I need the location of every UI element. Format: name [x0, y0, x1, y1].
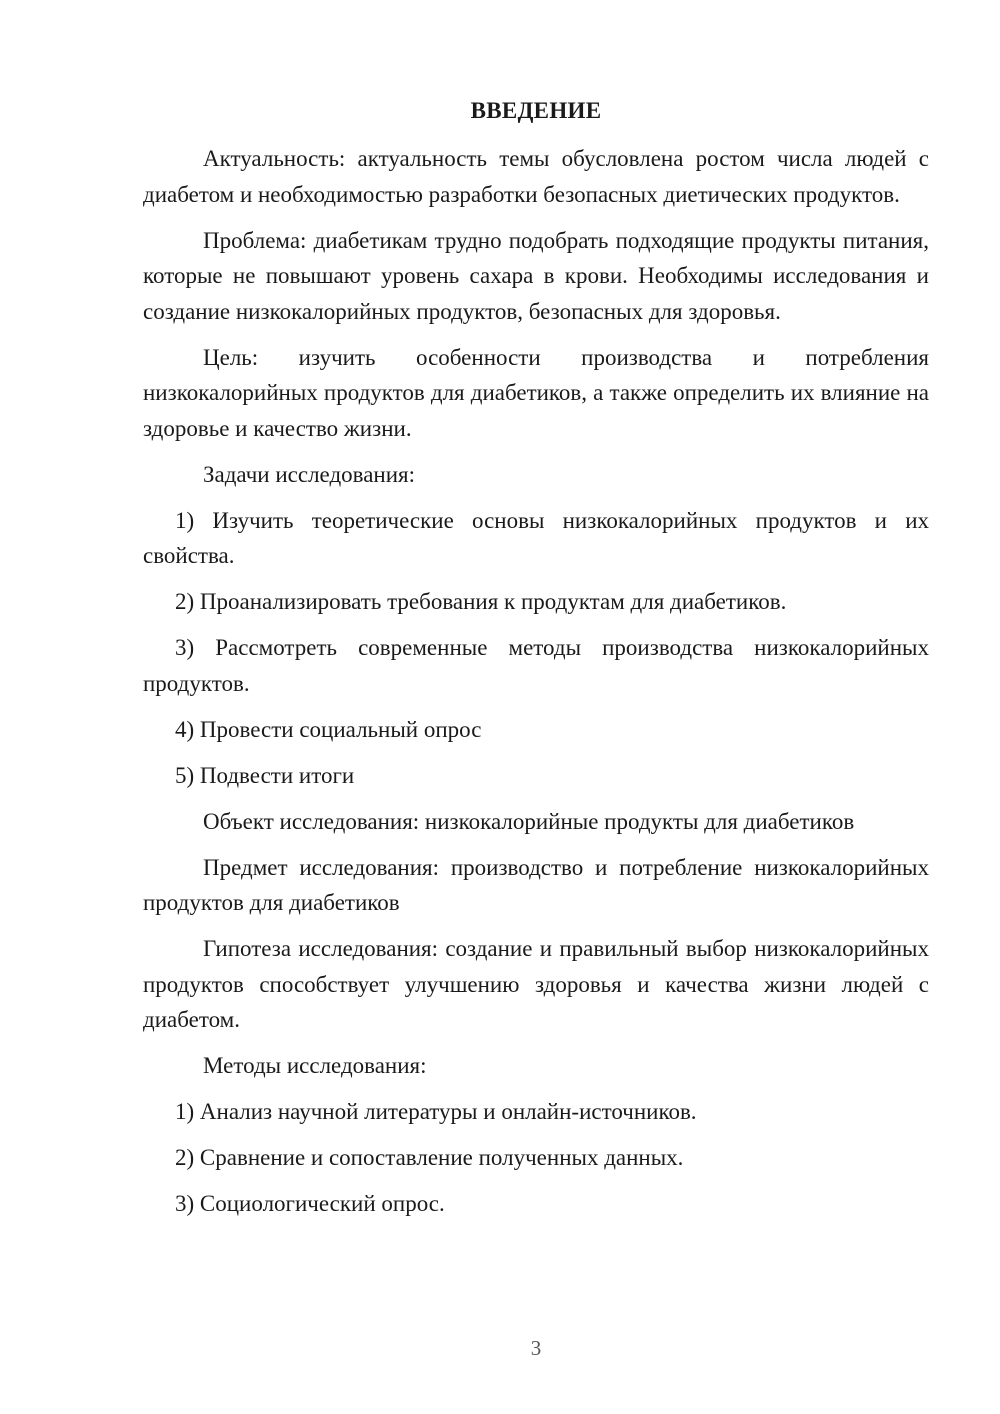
hypothesis-paragraph: Гипотеза исследования: создание и правильный выбор низкокалорийных продуктов способствует улучшению здоровья и качества жизни людей с диабетом. [143, 936, 929, 1032]
tasks-heading: Задачи исследования: [203, 461, 416, 487]
method-item-3: 3) Социологический опрос. [175, 1191, 445, 1216]
goal-paragraph: Цель: изучить особенности производства и потребления низкокалорийных продуктов для диабетиков, а также определить их влияние на здоровье и качество жизни. [143, 344, 929, 441]
method-item-2: 2) Сравнение и сопоставление полученных данных. [175, 1145, 684, 1170]
task-item-5: 5) Подвести итоги [175, 762, 355, 788]
task-item-4: 4) Провести социальный опрос [175, 716, 482, 742]
page-number: 3 [530, 1336, 542, 1360]
section-title: ВВЕДЕНИЕ [470, 98, 602, 123]
task-item-1: 1) Изучить теоретические основы низкокалорийных продуктов и их свойства. [143, 507, 929, 568]
problem-paragraph: Проблема: диабетикам трудно подобрать подходящие продукты питания, которые не повышают уровень сахара в крови. Необходимы исследования и создание низкокалорийных продуктов, безопасных для здоровья. [143, 227, 929, 324]
task-item-3: 3) Рассмотреть современные методы производства низкокалорийных продуктов. [143, 635, 929, 696]
document-body [143, 141, 929, 1232]
relevance-paragraph: Актуальность: актуальность темы обусловлена ростом числа людей с диабетом и необходимостью разработки безопасных диетических продуктов. [143, 146, 929, 207]
method-item-1: 1) Анализ научной литературы и онлайн-источников. [175, 1099, 697, 1124]
methods-heading: Методы исследования: [203, 1053, 427, 1078]
subject-paragraph: Предмет исследования: производство и потребление низкокалорийных продуктов для диабетиков [143, 854, 929, 915]
task-item-2: 2) Проанализировать требования к продуктам для диабетиков. [175, 589, 787, 614]
object-paragraph: Объект исследования: низкокалорийные продукты для диабетиков [203, 808, 855, 834]
